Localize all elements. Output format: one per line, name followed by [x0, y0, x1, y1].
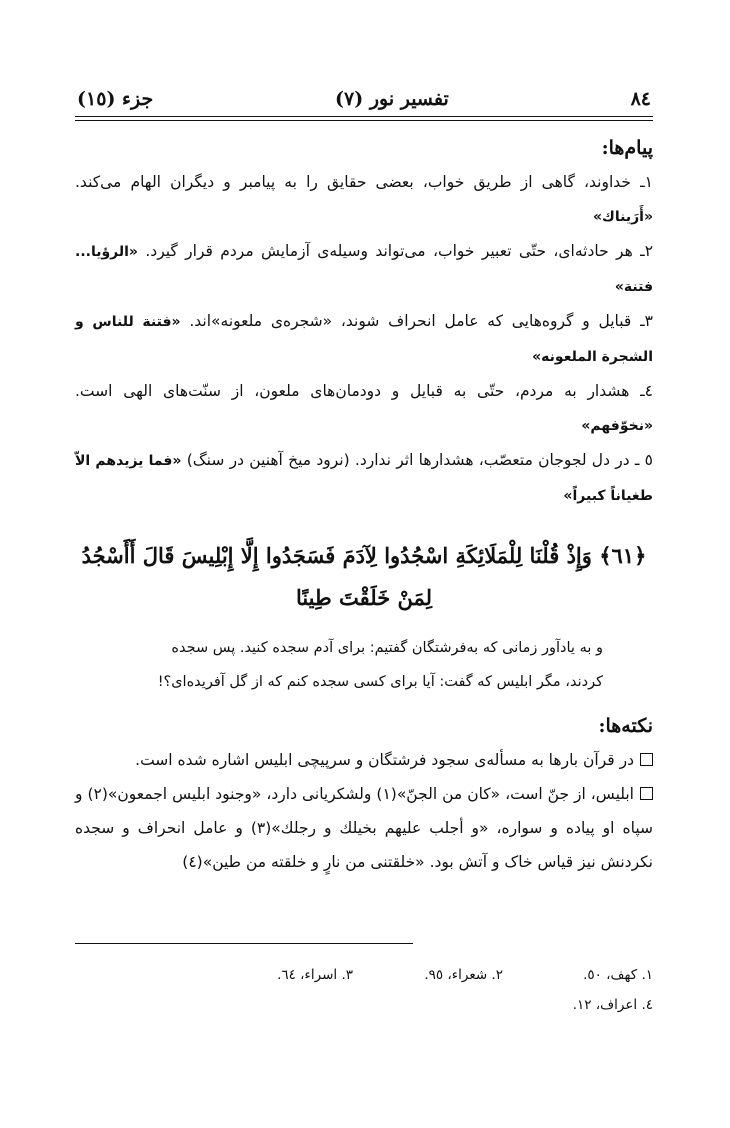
quran-verse: ﴿٦١﴾ وَإِذْ قُلْنَا لِلْمَلَائِكَةِ اسْجُدُوا لِآدَمَ فَسَجَدُوا إِلَّا إِبْلِيسَ قَالَ أَأَسْجُدُ لِمَنْ خَلَقْتَ طِينًا [81, 543, 647, 610]
messages-heading: پیام‌ها: [601, 137, 653, 159]
footnote-row [75, 960, 653, 990]
footnote-rule [75, 943, 413, 944]
message-item: ٣ـ قبایل و گروه‌هایی که عامل انحراف شوند، «شجره‌ی ملعونه»اند. «فتنة للناس و الشجرة الملعونه» [75, 312, 653, 365]
message-item: ٤ـ هشدار به مردم، حتّی به قبایل و دودمان‌های ملعون، از سنّت‌های الهی است. «نخوّفهم» [75, 382, 653, 434]
footnotes [75, 960, 653, 1020]
message-item: ١ـ خداوند، گاهی از طریق خواب، بعضی حقایق را به پیامبر و دیگران الهام می‌کند. «أَرَيناك» [75, 173, 653, 225]
message-item: ٢ـ هر حادثه‌ای، حتّی تعبیر خواب، می‌تواند وسیله‌ی آزمایش مردم قرار گیرد. «الرؤيا... فتنة» [75, 242, 654, 295]
footnote-item: ١. كهف، ٥٠. [583, 967, 653, 983]
part-label: جزء (١٥) [77, 88, 154, 110]
footnote-row [75, 990, 653, 1020]
document-page [75, 88, 654, 1013]
page-number: ٨٤ [630, 88, 651, 110]
footnote-item: ٣. اسراء، ٦٤. [277, 967, 353, 983]
square-bullet-icon [640, 753, 653, 766]
quote-ref: «الرؤيا... فتنة» [75, 244, 653, 295]
square-bullet-icon [640, 787, 653, 800]
header-rule [75, 116, 653, 121]
note-item: در قرآن بارها به مسأله‌ی سجود فرشتگان و سرپیچی ابلیس اشاره شده است. [75, 743, 653, 777]
message-item: ٥ ـ در دل لجوجان متعصّب، هشدارها اثر ندارد. (نرود میخ آهنین در سنگ) «فما يزيدهم الاّ طغياناً كبيراً» [75, 451, 653, 504]
footnote-item: ٤. اعراف، ١٢. [572, 997, 653, 1013]
book-title: تفسیر نور (٧) [335, 88, 449, 110]
quote-ref: «نخوّفهم» [581, 418, 653, 434]
quote-ref: «فتنة للناس و الشجرة الملعونه» [75, 314, 653, 365]
quote-ref: «أَرَيناك» [592, 209, 653, 225]
notes-heading: نکته‌ها: [598, 715, 653, 737]
verse-translation: و به یادآور زمانی که به‌فرشتگان گفتیم: برای آدم سجده کنید. پس سجده کردند، مگر ابلیس که گفت: آیا برای کسی سجده کنم که از گل آفریده‌ای؟! [157, 640, 603, 690]
running-header [75, 88, 653, 116]
quote-ref: «فما يزيدهم الاّ طغياناً كبيراً» [75, 453, 653, 504]
note-item: ابلیس، از جنّ است، «كان من الجنّ»(١) ولشکریانی دارد، «وجنود ابليس اجمعون»(٢) و سپاه او پیاده و سواره، «و أجلب عليهم بخيلك و رجلك»(٣) و عامل انحراف و سجده نکردنش نیز قیاس خاک و آتش بود. «خلقتنی من نارٍ و خلقته من طين»(٤) [75, 785, 653, 871]
footnote-item: ٢. شعراء، ٩٥. [424, 967, 503, 983]
